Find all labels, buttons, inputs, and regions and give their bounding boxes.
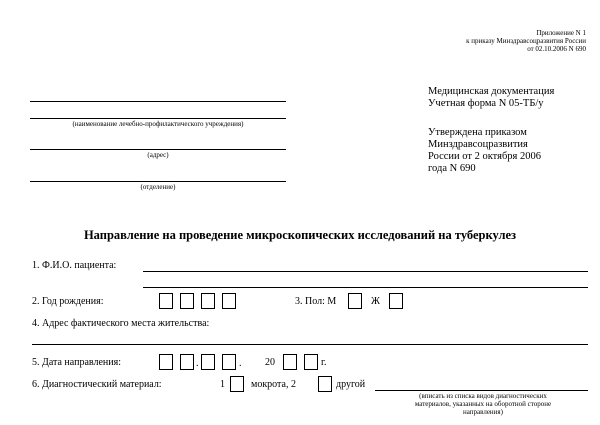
approval-line3: России от 2 октября 2006 bbox=[428, 151, 542, 162]
material-sputum-box[interactable] bbox=[230, 376, 244, 392]
sex-female-box[interactable] bbox=[389, 293, 403, 309]
appendix-line1: Приложение N 1 bbox=[536, 29, 586, 37]
institution-caption: (наименование лечебно-профилактического учреждения) bbox=[72, 120, 244, 128]
form-title: Направление на проведение микроскопических исследований на туберкулез bbox=[83, 228, 517, 242]
material-other-box[interactable] bbox=[318, 376, 332, 392]
material-hint-line3: направления) bbox=[463, 408, 503, 416]
birth-year-box-1[interactable] bbox=[159, 293, 173, 309]
sex-male-box[interactable] bbox=[348, 293, 362, 309]
material-other-line[interactable] bbox=[375, 390, 588, 391]
birth-year-box-3[interactable] bbox=[201, 293, 215, 309]
medical-doc-line2: Учетная форма N 05-ТБ/у bbox=[428, 98, 544, 109]
material-option-2-label: другой bbox=[336, 379, 366, 390]
appendix-line3: от 02.10.2006 N 690 bbox=[527, 45, 586, 53]
fio-line-1[interactable] bbox=[143, 271, 588, 272]
address-line bbox=[30, 149, 286, 150]
department-line bbox=[30, 181, 286, 182]
birth-year-label: 2. Год рождения: bbox=[32, 296, 104, 307]
medical-doc-line1: Медицинская документация bbox=[428, 86, 555, 97]
appendix-block bbox=[360, 29, 586, 53]
date-separator-1: . bbox=[196, 358, 199, 369]
date-year-box-1[interactable] bbox=[283, 354, 297, 370]
approval-line1: Утверждена приказом bbox=[428, 127, 527, 138]
date-day-box-2[interactable] bbox=[180, 354, 194, 370]
sex-female-label: Ж bbox=[371, 296, 380, 307]
date-month-box-1[interactable] bbox=[201, 354, 215, 370]
material-option-1-label: мокрота, 2 bbox=[251, 379, 296, 390]
fio-label: 1. Ф.И.О. пациента: bbox=[32, 260, 117, 271]
approval-line2: Минздравсоцразвития bbox=[428, 139, 528, 150]
material-hint-line1: (вписать из списка видов диагностических bbox=[419, 392, 547, 400]
date-day-box-1[interactable] bbox=[159, 354, 173, 370]
sex-label: 3. Пол: М bbox=[295, 296, 337, 307]
birth-year-box-4[interactable] bbox=[222, 293, 236, 309]
material-hint bbox=[378, 392, 588, 416]
institution-line-2 bbox=[30, 118, 286, 119]
approval-block bbox=[428, 127, 541, 175]
birth-year-box-2[interactable] bbox=[180, 293, 194, 309]
residence-address-line[interactable] bbox=[32, 344, 588, 345]
date-month-box-2[interactable] bbox=[222, 354, 236, 370]
fio-line-2[interactable] bbox=[143, 287, 588, 288]
institution-line-1 bbox=[30, 101, 286, 102]
date-year-prefix: 20 bbox=[265, 357, 275, 368]
address-caption: (адрес) bbox=[147, 151, 169, 159]
material-hint-line2: материалов, указанных на оборотной стороне bbox=[414, 400, 552, 408]
date-year-suffix: г. bbox=[321, 357, 327, 368]
department-caption: (отделение) bbox=[140, 183, 176, 191]
material-option-1-number: 1 bbox=[220, 379, 225, 390]
residence-address-label: 4. Адрес фактического места жительства: bbox=[32, 318, 210, 329]
date-year-box-2[interactable] bbox=[304, 354, 318, 370]
date-separator-2: . bbox=[239, 358, 242, 369]
medical-doc-block bbox=[428, 86, 554, 110]
approval-line4: года N 690 bbox=[428, 163, 476, 174]
material-label: 6. Диагностический материал: bbox=[32, 379, 162, 390]
referral-date-label: 5. Дата направления: bbox=[32, 357, 121, 368]
appendix-line2: к приказу Минздравсоцразвития России bbox=[466, 37, 586, 45]
